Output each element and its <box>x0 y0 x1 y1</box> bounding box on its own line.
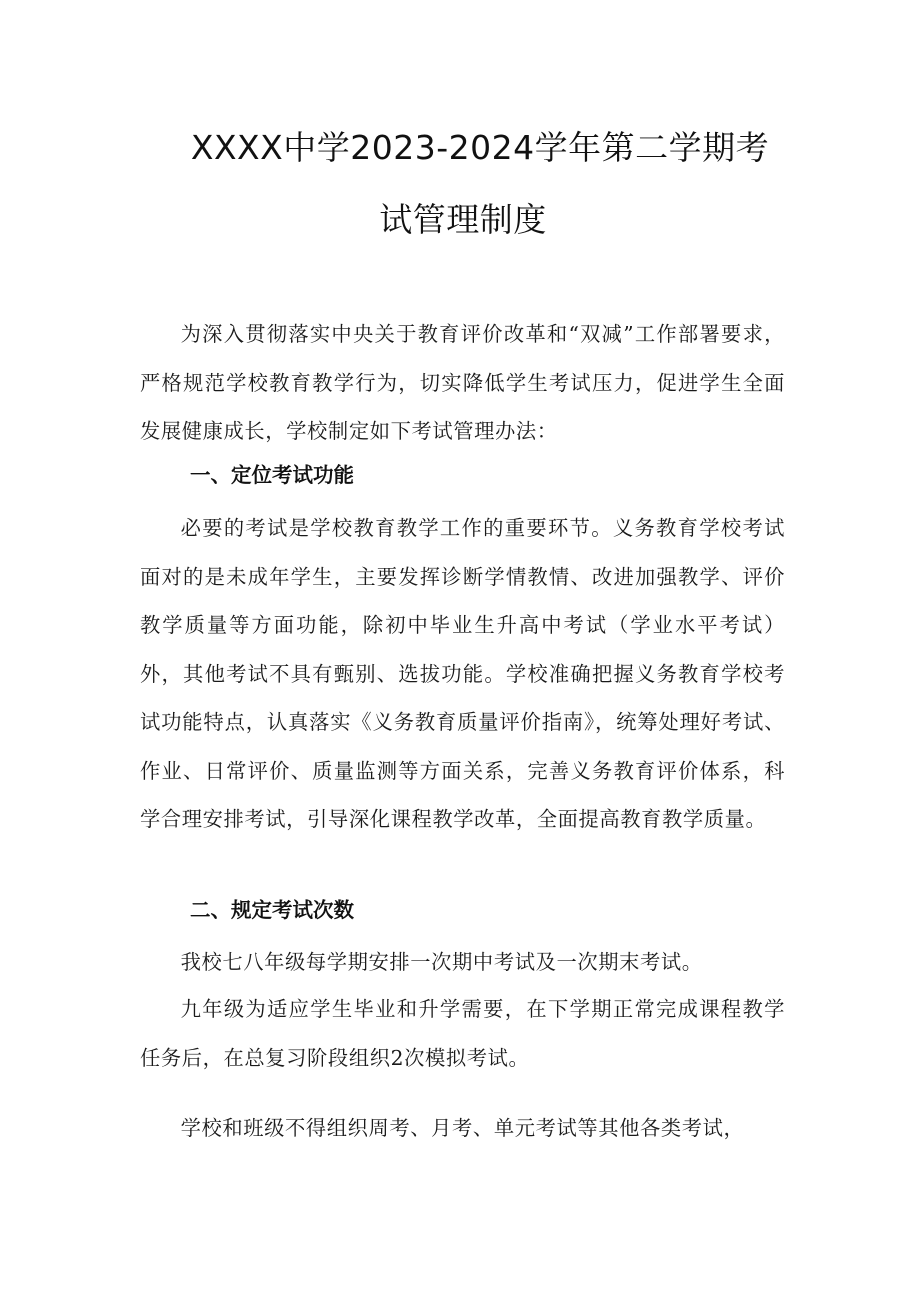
section-2-paragraph-2: 九年级为适应学生毕业和升学需要，在下学期正常完成课程教学任务后，在总复习阶段组织2次模拟考试。 <box>140 997 785 1070</box>
section-2-heading: 二、规定考试次数 <box>190 898 354 922</box>
section-2-paragraph-1: 我校七八年级每学期安排一次期中考试及一次期末考试。 <box>180 950 703 974</box>
document-title-line-1: XXXX中学2023-2024学年第二学期考 <box>190 128 770 167</box>
intro-paragraph: 为深入贯彻落实中央关于教育评价改革和“双减”工作部署要求，严格规范学校教育教学行为，切实降低学生考试压力，促进学生全面发展健康成长，学校制定如下考试管理办法： <box>140 322 785 443</box>
section-1-paragraph: 必要的考试是学校教育教学工作的重要环节。义务教育学校考试面对的是未成年学生，主要发挥诊断学情教情、改进加强教学、评价教学质量等方面功能，除初中毕业生升高中考试（学业水平考试）外，其他考试不具有甄别、选拔功能。学校准确把握义务教育学校考试功能特点，认真落实《义务教育质量评价指南》，统筹处理好考试、作业、日常评价、质量监测等方面关系，完善义务教育评价体系，科学合理安排考试，引导深化课程教学改革，全面提高教育教学质量。 <box>140 516 785 831</box>
section-2-paragraph-3: 学校和班级不得组织周考、月考、单元考试等其他各类考试， <box>180 1116 745 1140</box>
section-1-heading: 一、定位考试功能 <box>190 463 354 487</box>
document-title-line-2: 试管理制度 <box>379 200 547 239</box>
